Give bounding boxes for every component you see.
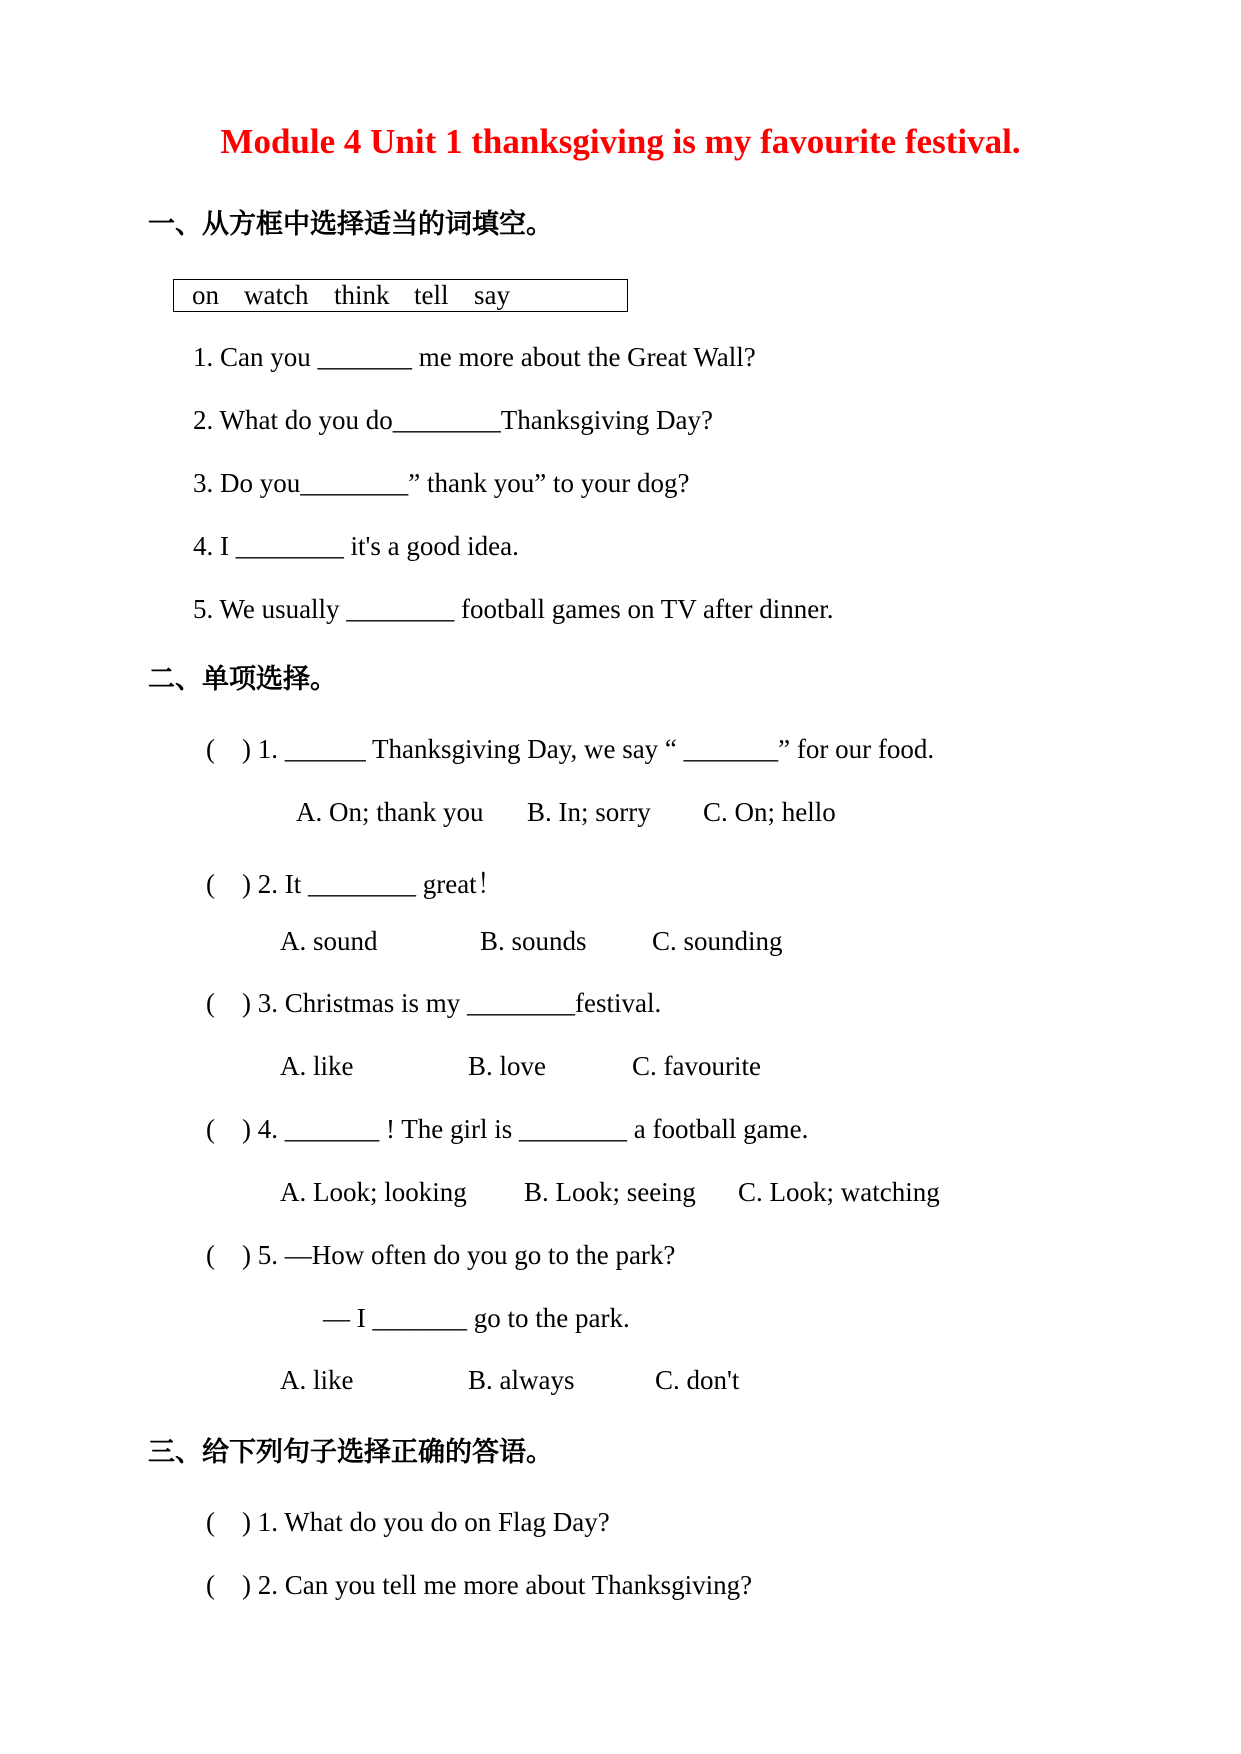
fill-question-4: 4. I ________ it's a good idea. (193, 531, 519, 561)
word-box-item: watch (244, 280, 309, 310)
choice-option: A. like (280, 1051, 354, 1081)
word-box-item: think (334, 280, 390, 310)
fill-question-3: 3. Do you________” thank you” to your dog? (193, 468, 690, 498)
choice-question-3: ( ) 3. Christmas is my ________festival. (206, 988, 662, 1018)
choice-option: B. sounds (480, 926, 587, 956)
section3-heading: 三、给下列句子选择正确的答语。 (148, 1437, 553, 1468)
choice-option: C. sounding (652, 926, 783, 956)
word-box-item: say (474, 280, 510, 310)
section2-heading: 二、单项选择。 (148, 664, 337, 695)
match-question-2: ( ) 2. Can you tell me more about Thanksgiving? (206, 1570, 753, 1600)
choice-option: B. In; sorry (527, 797, 651, 827)
word-box (173, 279, 628, 312)
page-title: Module 4 Unit 1 thanksgiving is my favourite festival. (220, 122, 1021, 161)
choice-option: C. On; hello (703, 797, 836, 827)
choice-option: C. Look; watching (738, 1177, 940, 1207)
choice-option: A. sound (280, 926, 378, 956)
choice-option: A. Look; looking (280, 1177, 467, 1207)
choice-option: A. On; thank you (296, 797, 484, 827)
word-box-item: on (192, 280, 219, 310)
match-question-1: ( ) 1. What do you do on Flag Day? (206, 1507, 610, 1537)
choice-question-2: ( ) 2. It ________ great！ (206, 869, 504, 899)
choice-option: A. like (280, 1365, 354, 1395)
choice-question-1: ( ) 1. ______ Thanksgiving Day, we say “ _______” for our food. (206, 734, 935, 764)
fill-question-1: 1. Can you _______ me more about the Great Wall? (193, 342, 756, 372)
fill-question-2: 2. What do you do________Thanksgiving Day? (193, 405, 713, 435)
choice-option: C. favourite (632, 1051, 761, 1081)
choice-option: C. don't (655, 1365, 740, 1395)
choice-answer-line: — I _______ go to the park. (323, 1303, 630, 1333)
choice-option: B. Look; seeing (524, 1177, 696, 1207)
choice-option: B. always (468, 1365, 575, 1395)
section1-heading: 一、从方框中选择适当的词填空。 (148, 209, 553, 240)
word-box-item: tell (414, 280, 449, 310)
choice-question-5: ( ) 5. —How often do you go to the park? (206, 1240, 676, 1270)
choice-option: B. love (468, 1051, 546, 1081)
fill-question-5: 5. We usually ________ football games on TV after dinner. (193, 594, 834, 624)
choice-question-4: ( ) 4. _______ ! The girl is ________ a football game. (206, 1114, 809, 1144)
